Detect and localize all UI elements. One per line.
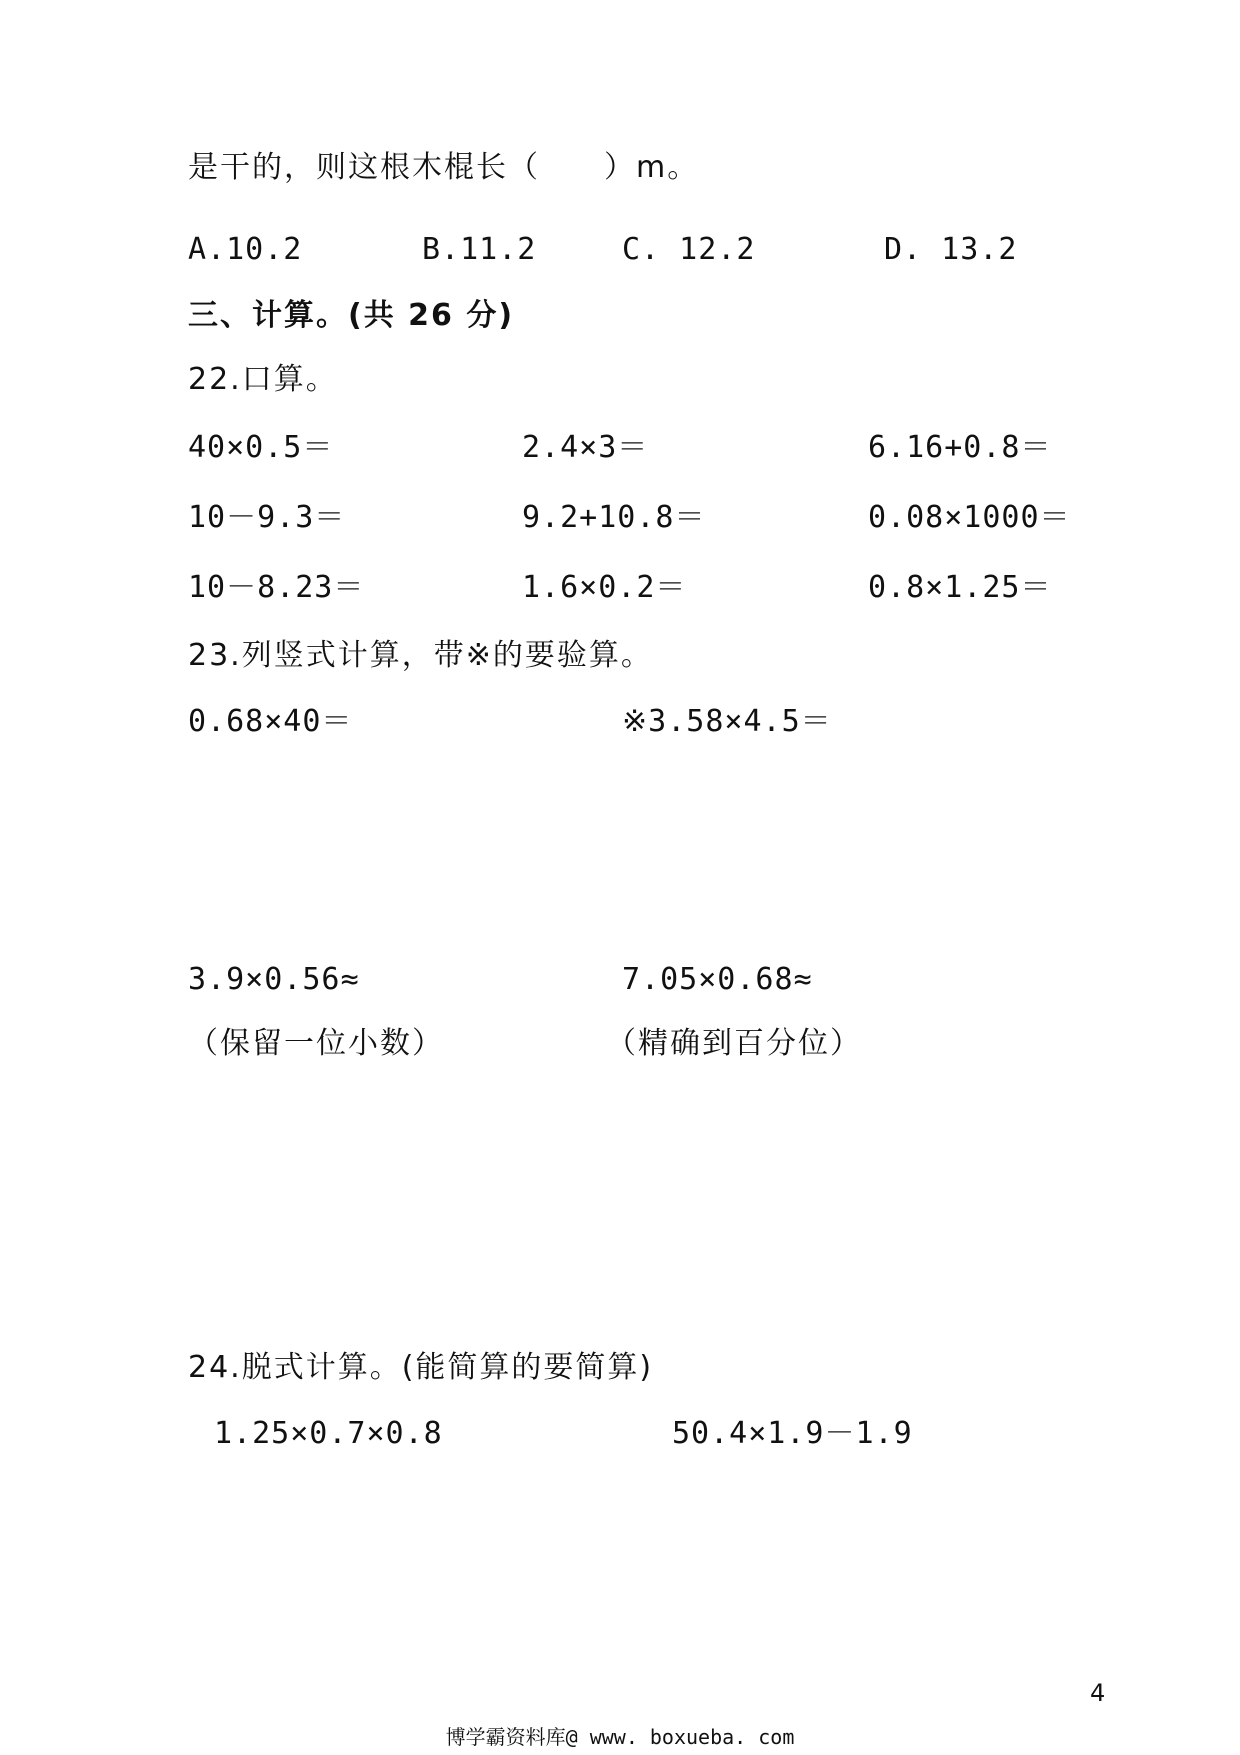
q24-item: 50.4×1.9－1.9 — [672, 1416, 913, 1451]
q24-item: 1.25×0.7×0.8 — [214, 1416, 443, 1451]
section-heading: 三、计算。(共 26 分) — [188, 298, 515, 333]
q24-title: 24.脱式计算。(能简算的要简算) — [188, 1350, 654, 1385]
q22-item: 0.08×1000＝ — [868, 500, 1071, 535]
q22-item: 9.2+10.8＝ — [522, 500, 706, 535]
q23-rounding-note: （保留一位小数） — [188, 1026, 444, 1061]
q22-title: 22.口算。 — [188, 362, 338, 397]
q21-option-d: D. 13.2 — [884, 232, 1018, 267]
q22-item: 1.6×0.2＝ — [522, 570, 687, 605]
q21-stem-tail: 是干的，则这根木棍长（ ）m。 — [188, 150, 700, 185]
page-number: 4 — [1090, 1679, 1106, 1707]
q22-item: 2.4×3＝ — [522, 430, 649, 465]
q22-item: 6.16+0.8＝ — [868, 430, 1052, 465]
q23-rounding-note: （精确到百分位） — [606, 1026, 862, 1061]
q23-item: 0.68×40＝ — [188, 704, 353, 739]
q23-approx-item: 3.9×0.56≈ — [188, 962, 360, 997]
q22-item: 40×0.5＝ — [188, 430, 334, 465]
q22-item: 0.8×1.25＝ — [868, 570, 1052, 605]
q23-approx-item: 7.05×0.68≈ — [622, 962, 813, 997]
q23-title: 23.列竖式计算，带※的要验算。 — [188, 638, 653, 673]
q22-item: 10－8.23＝ — [188, 570, 365, 605]
q22-item: 10－9.3＝ — [188, 500, 346, 535]
q21-option-b: B.11.2 — [422, 232, 537, 267]
q21-option-c: C. 12.2 — [622, 232, 756, 267]
q21-option-a: A.10.2 — [188, 232, 303, 267]
footer-watermark: 博学霸资料库@ www. boxueba. com — [445, 1725, 795, 1749]
q23-item-verify: ※3.58×4.5＝ — [622, 704, 832, 739]
